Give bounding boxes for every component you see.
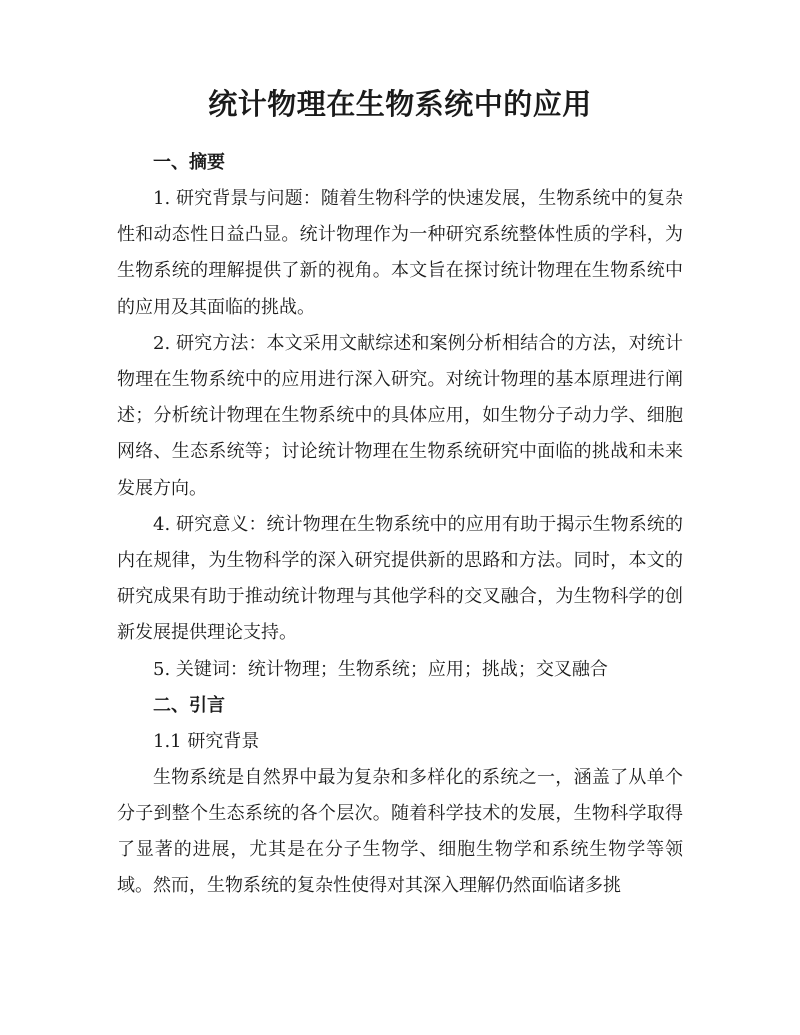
subsection-heading-research-background: 1.1 研究背景	[153, 730, 260, 752]
section-heading-introduction: 二、引言	[153, 694, 225, 716]
abstract-paragraph-keywords: 5. 关键词：统计物理；生物系统；应用；挑战；交叉融合	[153, 658, 608, 680]
abstract-paragraph-significance: 4. 研究意义：统计物理在生物系统中的应用有助于揭示生物系统的内在规律，为生物科学的深入研究提供新的思路和方法。同时，本文的研究成果有助于推动统计物理与其他学科的交叉融合，为生物科学的创新发展提供理论支持。	[117, 513, 683, 644]
abstract-paragraph-background: 1. 研究背景与问题：随着生物科学的快速发展，生物系统中的复杂性和动态性日益凸显。统计物理作为一种研究系统整体性质的学科，为生物系统的理解提供了新的视角。本文旨在探讨统计物理在生物系统中的应用及其面临的挑战。	[117, 188, 683, 318]
section-heading-abstract: 一、摘要	[153, 152, 225, 173]
document-title: 统计物理在生物系统中的应用	[208, 87, 592, 121]
introduction-paragraph: 生物系统是自然界中最为复杂和多样化的系统之一，涵盖了从单个分子到整个生态系统的各个层次。随着科学技术的发展，生物科学取得了显著的进展，尤其是在分子生物学、细胞生物学和系统生物学等领域。然而，生物系统的复杂性使得对其深入理解仍然面临诸多挑	[117, 766, 683, 897]
document-body	[117, 145, 683, 905]
abstract-paragraph-methods: 2. 研究方法：本文采用文献综述和案例分析相结合的方法，对统计物理在生物系统中的应用进行深入研究。对统计物理的基本原理进行阐述；分析统计物理在生物系统中的具体应用，如生物分子动力学、细胞网络、生态系统等；讨论统计物理在生物系统研究中面临的挑战和未来发展方向。	[117, 332, 683, 499]
